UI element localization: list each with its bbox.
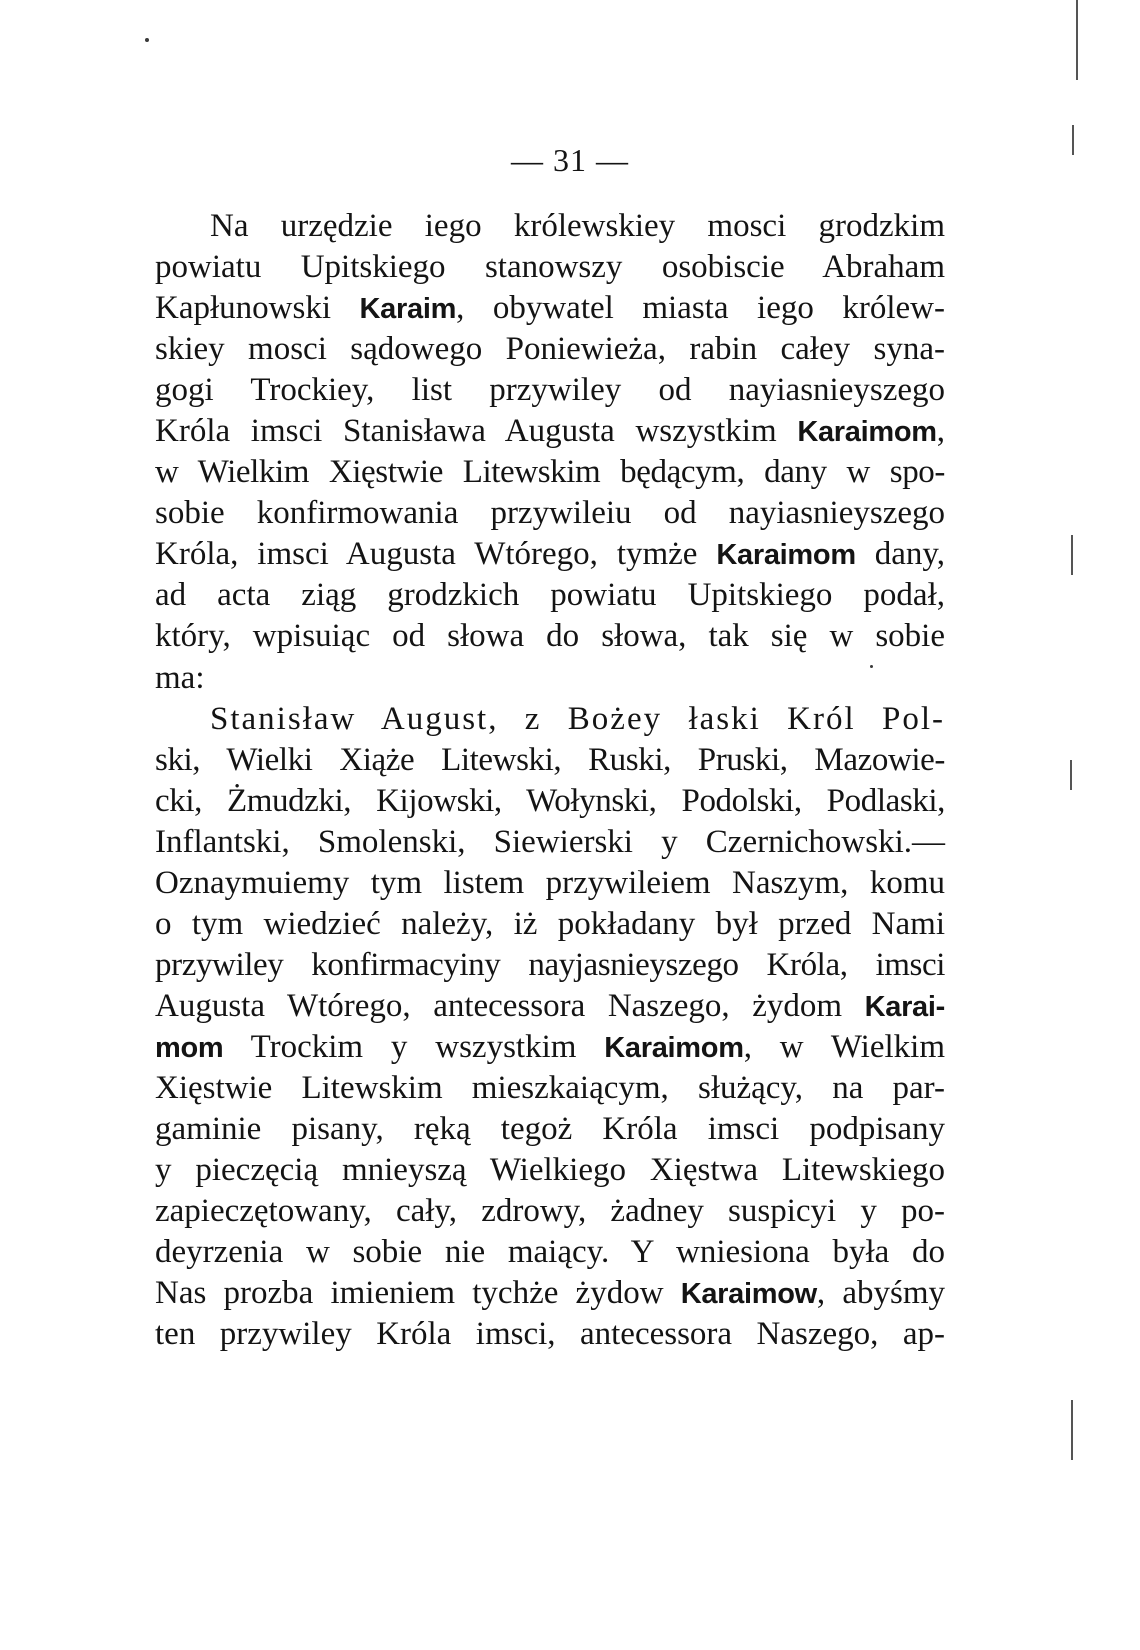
- text-segment: ad acta ziąg grodzkich powiatu Upitskiego podał,: [155, 577, 945, 614]
- text-line: [155, 493, 945, 534]
- text-line: [155, 945, 945, 986]
- text-segment: Kapłunowski: [155, 290, 360, 327]
- text-segment: Stanisław August, z Bożey łaski Król Pol-: [210, 700, 945, 737]
- scan-speck: [145, 38, 149, 42]
- text-line: [155, 1314, 945, 1355]
- text-segment: ten przywiley Króla imsci, antecessora Naszego, ap-: [155, 1316, 945, 1353]
- bold-term: Karaimom: [797, 416, 937, 449]
- bold-term: Karaimom: [716, 539, 856, 572]
- text-segment: ,: [936, 413, 945, 450]
- text-line: [155, 575, 945, 616]
- text-segment: Króla imsci Stanisława Augusta wszystkim: [155, 413, 798, 450]
- text-line: [155, 904, 945, 945]
- page-edge-mark: [1071, 1400, 1073, 1460]
- text-line: [155, 534, 945, 575]
- text-line: [155, 1068, 945, 1109]
- text-segment: cki, Żmudzki, Kijowski, Wołynski, Podolski, Podlaski,: [155, 782, 945, 819]
- text-segment: Na urzędzie iego królewskiey mosci grodzkim: [210, 208, 945, 244]
- text-segment: Oznaymuiemy tym listem przywileiem Naszym, komu: [155, 864, 945, 901]
- text-segment: skiey mosci sądowego Poniewieża, rabin całey syna-: [155, 331, 945, 368]
- text-segment: ma:: [155, 659, 205, 696]
- text-line: [155, 781, 945, 822]
- page-edge-mark: [1072, 125, 1074, 155]
- text-segment: Króla, imsci Augusta Wtórego, tymże: [155, 536, 717, 573]
- text-segment: Inflantski, Smolenski, Siewierski y Czernichowski.—: [155, 823, 945, 860]
- page-edge-mark: [1071, 535, 1073, 575]
- page-edge-mark: [1070, 760, 1072, 790]
- text-line: [155, 1191, 945, 1232]
- text-line: [155, 616, 945, 657]
- text-line: [155, 370, 945, 411]
- page-edge-mark: [1076, 0, 1078, 80]
- text-line: [155, 329, 945, 370]
- text-segment: zapieczętowany, cały, zdrowy, żadney suspicyi y po-: [155, 1193, 945, 1230]
- bold-term: Karaimow: [680, 1278, 817, 1311]
- text-segment: gogi Trockiey, list przywiley od nayiasnieyszego: [155, 372, 945, 409]
- page-number: — 31 —: [511, 142, 629, 178]
- text-segment: , w Wielkim: [743, 1028, 945, 1065]
- text-segment: powiatu Upitskiego stanowszy osobiscie Abraham: [155, 249, 945, 286]
- text-segment: Nas prozba imieniem tychże żydow: [155, 1275, 681, 1312]
- text-line: [155, 247, 945, 288]
- text-line: [155, 288, 945, 329]
- bold-term: mom: [155, 1031, 224, 1064]
- text-line: [155, 1027, 945, 1068]
- text-segment: y pieczęcią mnieyszą Wielkiego Xięstwa Litewskiego: [155, 1152, 945, 1189]
- body-text: [155, 206, 945, 1355]
- bold-term: Karaim: [359, 293, 457, 326]
- text-line: [155, 658, 945, 699]
- text-line: [155, 1150, 945, 1191]
- text-line: [155, 740, 945, 781]
- text-segment: o tym wiedzieć należy, iż pokładany był przed Nami: [155, 905, 945, 942]
- text-segment: przywiley konfirmacyiny nayjasnieyszego Króla, imsci: [155, 946, 945, 983]
- text-line: [155, 699, 945, 740]
- bold-term: Karaimom: [604, 1031, 744, 1064]
- text-line: [155, 452, 945, 493]
- text-line: [155, 1109, 945, 1150]
- text-segment: sobie konfirmowania przywileiu od nayiasnieyszego: [155, 495, 945, 532]
- text-line: [155, 986, 945, 1027]
- text-segment: deyrzenia w sobie nie maiący. Y wniesiona była do: [155, 1234, 945, 1271]
- text-segment: Augusta Wtórego, antecessora Naszego, żydom: [155, 987, 865, 1024]
- text-segment: , abyśmy: [816, 1275, 945, 1312]
- text-segment: Xięstwie Litewskim mieszkaiącym, służący, na par-: [155, 1069, 945, 1106]
- scan-speck: [870, 665, 873, 668]
- text-line: [155, 206, 945, 247]
- text-segment: gaminie pisany, ręką tegoż Króla imsci podpisany: [155, 1111, 945, 1148]
- text-line: [155, 1232, 945, 1273]
- text-segment: , obywatel miasta iego królew-: [456, 290, 945, 327]
- text-line: [155, 411, 945, 452]
- text-segment: w Wielkim Xięstwie Litewskim będącym, dany w spo-: [155, 454, 945, 491]
- text-segment: dany,: [855, 536, 945, 573]
- text-line: [155, 822, 945, 863]
- text-line: [155, 1273, 945, 1314]
- text-segment: Trockim y wszystkim: [223, 1028, 605, 1065]
- text-segment: który, wpisuiąc od słowa do słowa, tak się w sobie: [155, 618, 945, 655]
- bold-term: Karai-: [864, 990, 945, 1023]
- text-line: [155, 863, 945, 904]
- text-segment: ski, Wielki Xiąże Litewski, Ruski, Pruski, Mazowie-: [155, 741, 945, 778]
